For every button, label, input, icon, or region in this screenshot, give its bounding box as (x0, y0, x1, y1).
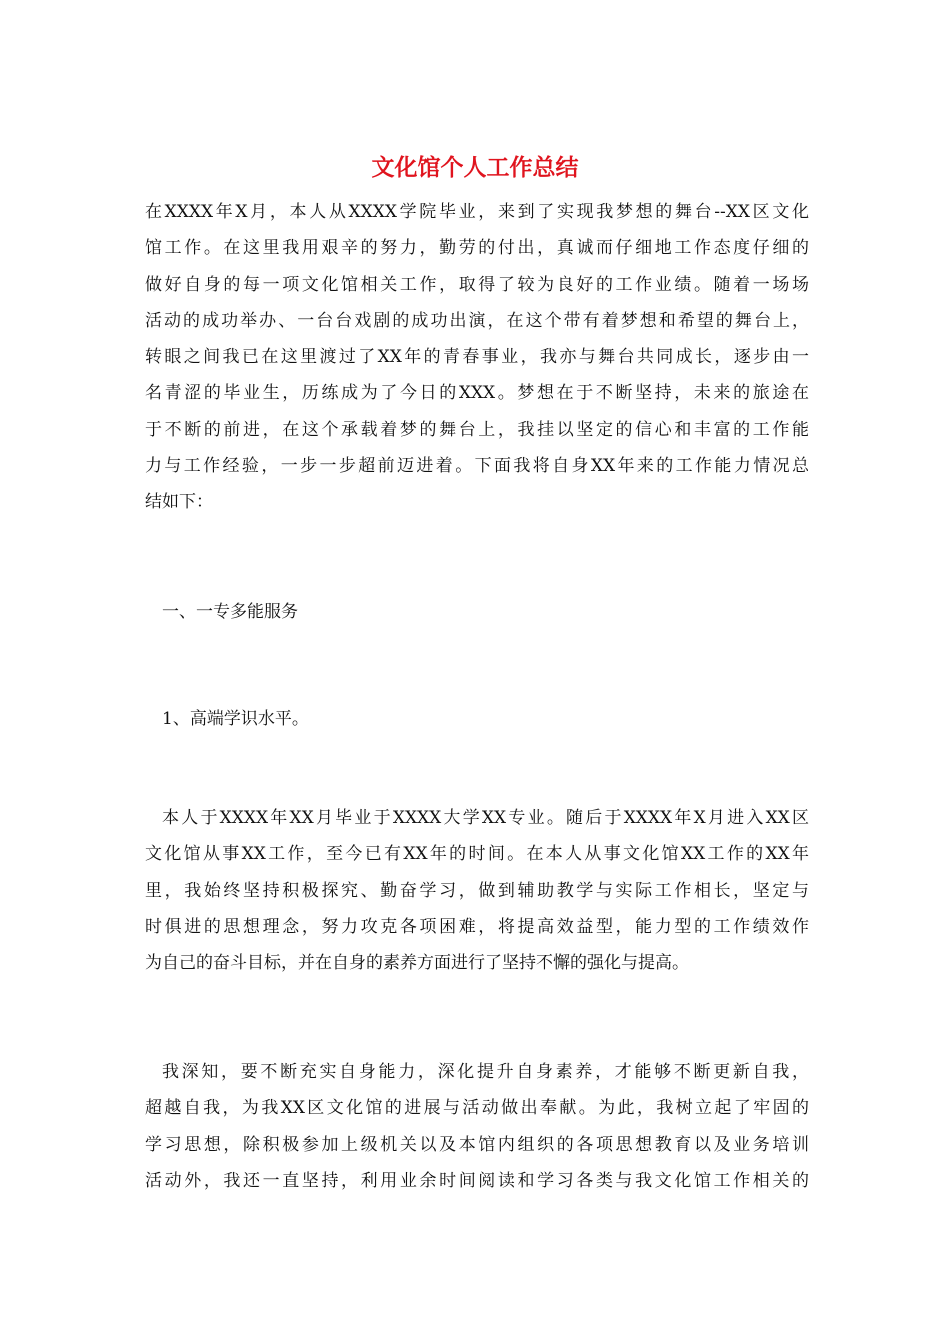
text-line: 转眼之间我已在这里渡过了XX年的青春事业，我亦与舞台共同成长，逐步由一 (145, 347, 809, 368)
text-line: 超越自我，为我XX区文化馆的进展与活动做出奉献。为此，我树立起了牢固的 (145, 1098, 809, 1119)
subsection-heading (145, 701, 809, 737)
text-line: 活动的成功举办、一台台戏剧的成功出演，在这个带有着梦想和希望的舞台上， (145, 310, 809, 331)
text-line: 文化馆从事XX工作，至今已有XX年的时间。在本人从事文化馆XX工作的XX年 (145, 844, 809, 865)
learning-paragraph (145, 1054, 809, 1199)
text-line: 里，我始终坚持积极探究、勤奋学习，做到辅助教学与实际工作相长，坚定与 (145, 880, 809, 901)
document-title: 文化馆个人工作总结 (371, 154, 579, 181)
text-line: 我深知，要不断充实自身能力，深化提升自身素养，才能够不断更新自我， (162, 1062, 809, 1082)
text-line: 于不断的前进，在这个承载着梦的舞台上，我挂以坚定的信心和丰富的工作能 (145, 419, 809, 440)
text-line: 馆工作。在这里我用艰辛的努力，勤劳的付出，真诚而仔细地工作态度仔细的 (145, 238, 809, 259)
text-line: 在XXXX年X月，本人从XXXX学院毕业，来到了实现我梦想的舞台--XX区文化 (145, 202, 809, 222)
text-line: 为自己的奋斗目标，并在自身的素养方面进行了坚持不懈的强化与提高。 (145, 953, 689, 974)
section-heading-text: 一、一专多能服务 (162, 602, 298, 622)
text-line: 学习思想，除积极参加上级机关以及本馆内组织的各项思想教育以及业务培训 (145, 1134, 809, 1155)
text-line: 本人于XXXX年XX月毕业于XXXX大学XX专业。随后于XXXX年X月进入XX区 (162, 808, 809, 828)
text-line: 结如下： (145, 492, 213, 513)
text-line: 活动外，我还一直坚持，利用业余时间阅读和学习各类与我文化馆工作相关的 (145, 1170, 809, 1191)
subsection-heading-text: 1、高端学识水平。 (162, 709, 309, 729)
education-paragraph (145, 800, 809, 981)
text-line: 时俱进的思想理念，努力攻克各项困难，将提高效益型，能力型的工作绩效作 (145, 916, 809, 937)
section-heading (145, 594, 809, 630)
text-line: 名青涩的毕业生，历练成为了今日的XXX。梦想在于不断坚持，未来的旅途在 (145, 383, 809, 404)
text-line: 做好自身的每一项文化馆相关工作，取得了较为良好的工作业绩。随着一场场 (145, 274, 809, 295)
intro-paragraph (145, 194, 809, 521)
text-line: 力与工作经验，一步一步超前迈进着。下面我将自身XX年来的工作能力情况总 (145, 456, 809, 477)
